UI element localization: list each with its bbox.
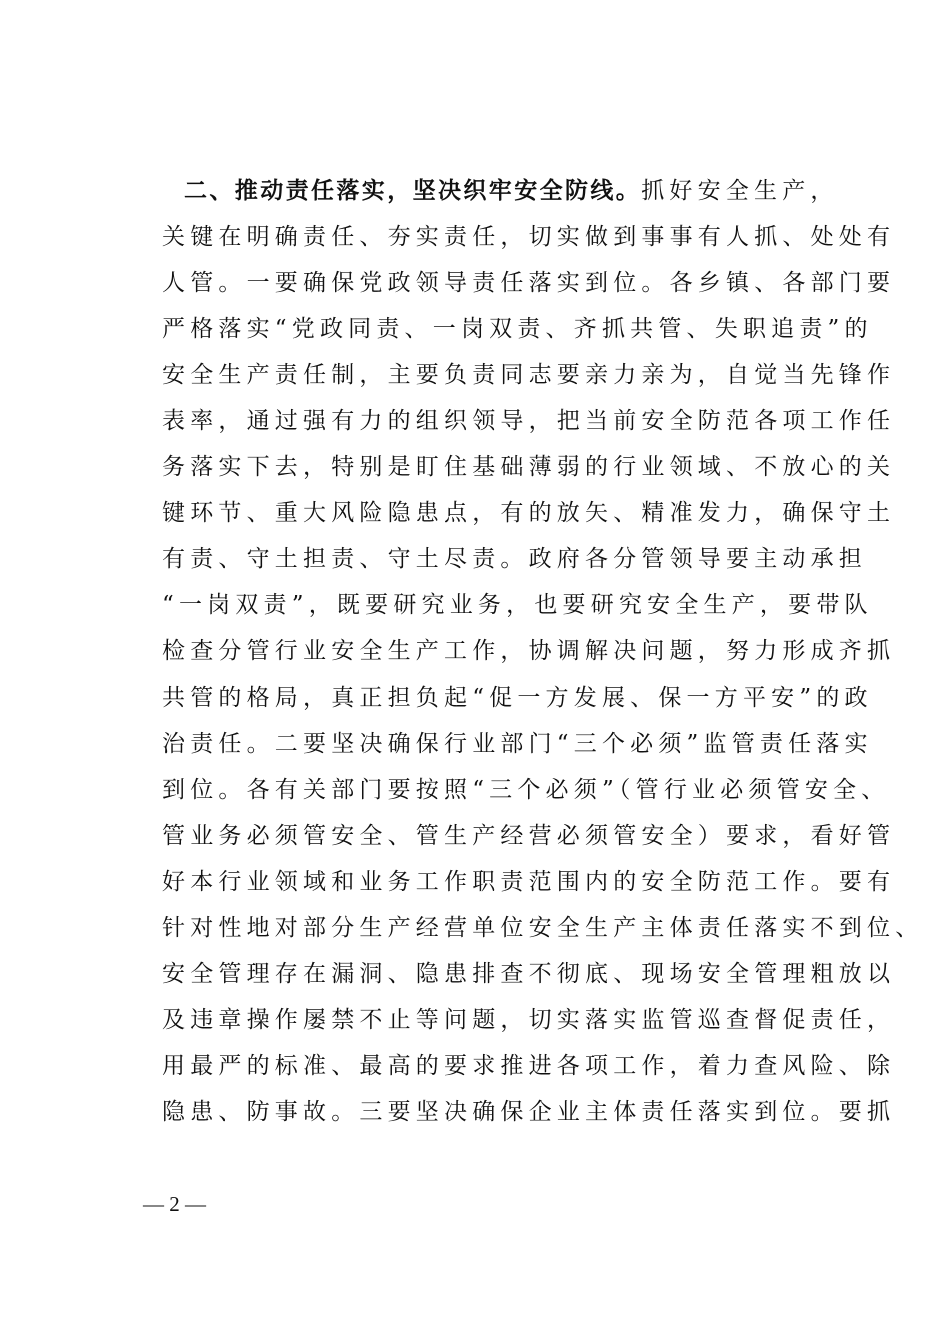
text-line: 管业务必须管安全、管生产经营必须管安全）要求，看好管 [162,822,896,849]
text-line: 及违章操作屡禁不止等问题，切实落实监管巡查督促责任， [162,1006,896,1033]
text-line: 严格落实“党政同责、一岗双责、齐抓共管、失职追责”的 [162,316,873,343]
text-line: 好本行业领域和业务工作职责范围内的安全防范工作。要有 [162,868,896,895]
first-line-text: 抓好安全生产， [641,178,839,204]
document-body [162,168,924,1135]
text-line: 治责任。二要坚决确保行业部门“三个必须”监管责任落实 [162,730,873,757]
section-heading: 二、推动责任落实，坚决织牢安全防线。 [184,177,642,204]
text-line: 关键在明确责任、夯实责任，切实做到事事有人抓、处处有 [162,224,896,251]
text-line: 人管。一要确保党政领导责任落实到位。各乡镇、各部门要 [162,270,896,297]
page-number: — 2 — [143,1192,206,1216]
text-line: 有责、守土担责、守土尽责。政府各分管领导要主动承担 [162,546,867,573]
text-line: 检查分管行业安全生产工作，协调解决问题，努力形成齐抓 [162,638,896,665]
text-line: 键环节、重大风险隐患点，有的放矢、精准发力，确保守土 [162,500,896,527]
text-line: 安全管理存在漏洞、隐患排查不彻底、现场安全管理粗放以 [162,960,896,987]
text-line: 针对性地对部分生产经营单位安全生产主体责任落实不到位、 [162,914,924,941]
text-line: 表率，通过强有力的组织领导，把当前安全防范各项工作任 [162,408,896,435]
text-line: 务落实下去，特别是盯住基础薄弱的行业领域、不放心的关 [162,454,896,481]
text-line: 共管的格局，真正担负起“促一方发展、保一方平安”的政 [162,684,873,711]
text-line: 到位。各有关部门要按照“三个必须”（管行业必须管安全、 [162,776,890,803]
text-line: 用最严的标准、最高的要求推进各项工作，着力查风险、除 [162,1052,896,1079]
text-line: 隐患、防事故。三要坚决确保企业主体责任落实到位。要抓 [162,1098,896,1125]
paragraph-first-line [162,168,862,214]
text-line: 安全生产责任制，主要负责同志要亲力亲为，自觉当先锋作 [162,362,896,389]
text-line: “一岗双责”，既要研究业务，也要研究安全生产，要带队 [162,592,873,619]
